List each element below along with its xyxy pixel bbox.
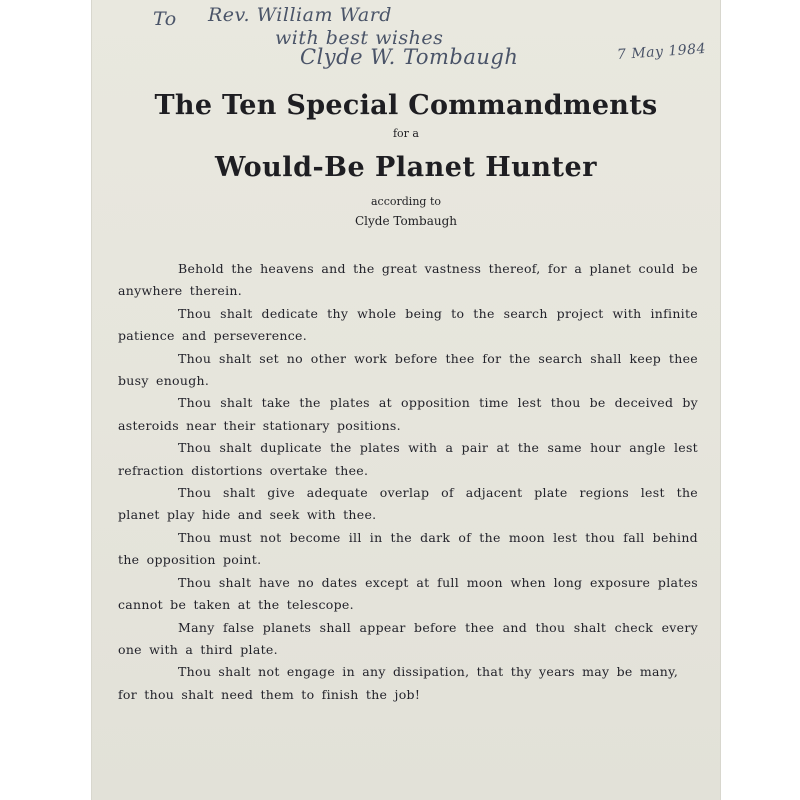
according-to-line: according to [371, 195, 441, 208]
commandment-8: Thou shalt have no dates except at full moon when long exposure plates cannot be taken at the telescope. [118, 574, 698, 613]
document-subtitle: Would-Be Planet Hunter [215, 152, 597, 183]
title-connector: for a [392, 127, 419, 140]
commandment-6: Thou shalt give adequate overlap of adjacent plate regions lest the planet play hide and seek with thee. [118, 485, 698, 523]
inscription-date: 7 May 1984 [616, 40, 707, 64]
commandment-2: Thou shalt dedicate thy whole being to the search project with infinite patience and perseverence. [118, 305, 698, 344]
inscription-recipient: Rev. William Ward [208, 4, 392, 26]
inscription-signature: Clyde W. Tombaugh [300, 45, 519, 69]
commandment-5: Thou shalt duplicate the plates with a pair at the same hour angle lest refraction distortions overtake thee. [118, 440, 698, 478]
commandment-10: Thou shalt not engage in any dissipation, that thy years may be many, for thou shalt need them to finish the job! [118, 664, 679, 702]
commandment-1: Behold the heavens and the great vastness thereof, for a planet could be anywhere therein. [118, 261, 698, 299]
commandment-7: Thou must not become ill in the dark of the moon lest thou fall behind the opposition point. [118, 529, 698, 568]
commandment-3: Thou shalt set no other work before thee for the search shall keep thee busy enough. [118, 350, 698, 389]
inscription-wishes: with best wishes [275, 27, 444, 49]
author-name: Clyde Tombaugh [354, 214, 458, 228]
commandments-list [118, 258, 698, 706]
commandment-4: Thou shalt take the plates at opposition time lest thou be deceived by asteroids near their stationary positions. [118, 395, 698, 433]
commandment-9: Many false planets shall appear before thee and thou shalt check every one with a third plate. [118, 619, 698, 657]
inscription-to: To [153, 8, 177, 30]
document-title: The Ten Special Commandments [154, 90, 658, 121]
